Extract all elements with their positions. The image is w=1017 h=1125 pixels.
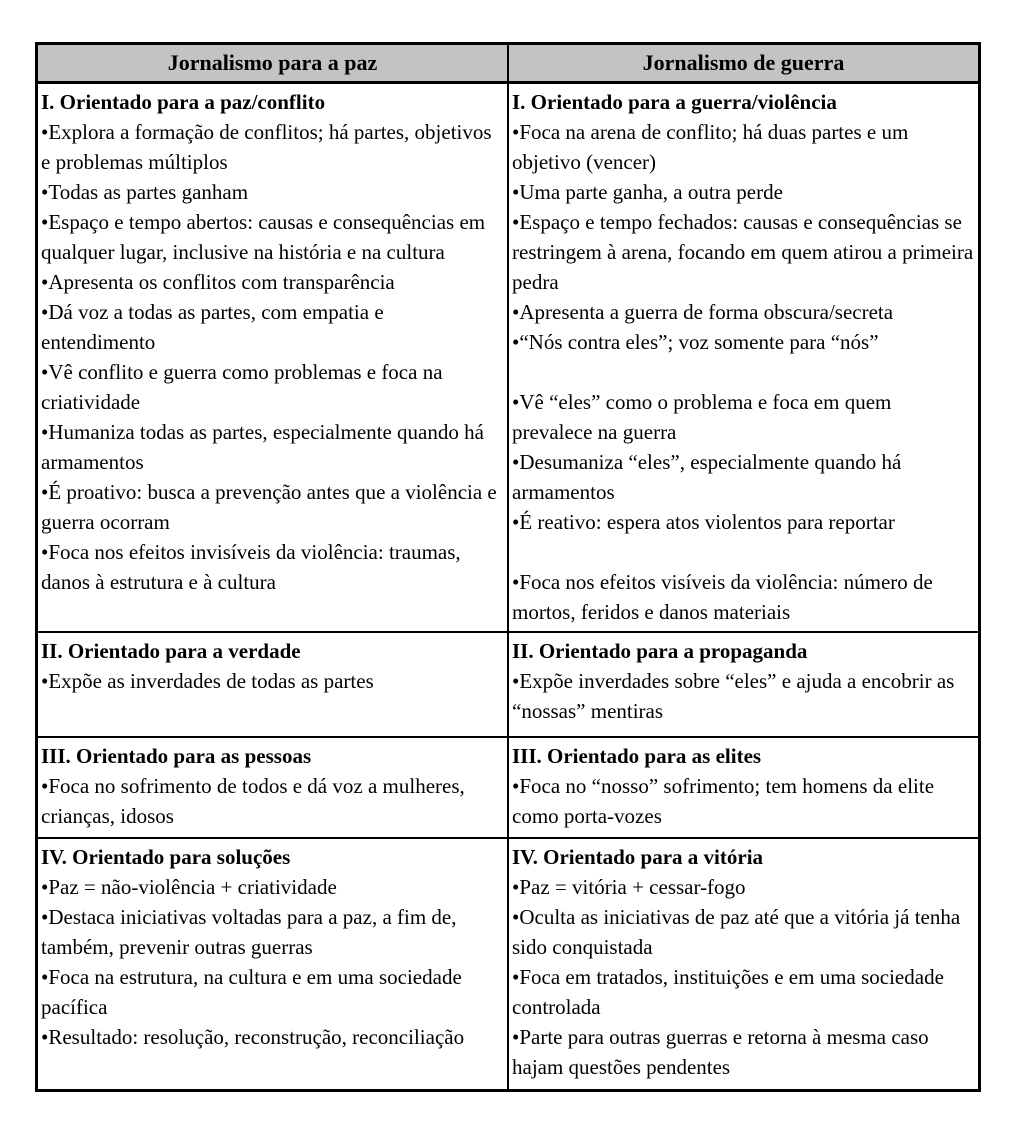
- section-cell-right: [508, 632, 980, 737]
- bullet-item: • Vê “eles” como o problema e foca em quem prevalece na guerra: [512, 387, 974, 447]
- section-cell-right: [508, 838, 980, 1091]
- section-row: [37, 83, 980, 633]
- bullet-item: • Espaço e tempo abertos: causas e consequências em qualquer lugar, inclusive na história e na cultura: [41, 207, 503, 267]
- bullet-item: • Foca em tratados, instituições e em uma sociedade controlada: [512, 962, 974, 1022]
- bullet-item: • Paz = vitória + cessar-fogo: [512, 872, 974, 902]
- section-row: [37, 737, 980, 838]
- section-title: I. Orientado para a paz/conflito: [41, 90, 326, 114]
- column-header-war-journalism: Jornalismo de guerra: [508, 44, 980, 83]
- bullet-item: • Explora a formação de conflitos; há partes, objetivos e problemas múltiplos: [41, 117, 503, 177]
- section-title: II. Orientado para a verdade: [41, 639, 301, 663]
- section-cell-right: [508, 737, 980, 838]
- bullet-item: • Espaço e tempo fechados: causas e consequências se restringem à arena, focando em quem atirou a primeira pedra: [512, 207, 974, 297]
- bullet-item: • Oculta as iniciativas de paz até que a vitória já tenha sido conquistada: [512, 902, 974, 962]
- bullet-item: • É proativo: busca a prevenção antes que a violência e guerra ocorram: [41, 477, 503, 537]
- bullet-item: • Foca na estrutura, na cultura e em uma sociedade pacífica: [41, 962, 503, 1022]
- section-title: III. Orientado para as elites: [512, 744, 762, 768]
- section-row: [37, 838, 980, 1091]
- bullet-item: • Humaniza todas as partes, especialmente quando há armamentos: [41, 417, 503, 477]
- section-title: IV. Orientado para soluções: [41, 845, 291, 869]
- section-title: III. Orientado para as pessoas: [41, 744, 312, 768]
- bullet-item: • Expõe as inverdades de todas as partes: [41, 666, 503, 696]
- bullet-item: • Foca na arena de conflito; há duas partes e um objetivo (vencer): [512, 117, 974, 177]
- column-header-peace-journalism: Jornalismo para a paz: [37, 44, 509, 83]
- section-title: I. Orientado para a guerra/violência: [512, 90, 837, 114]
- table-header: [37, 44, 980, 83]
- comparison-table: [35, 42, 981, 1092]
- bullet-item: • Dá voz a todas as partes, com empatia e entendimento: [41, 297, 503, 357]
- table-body: [37, 83, 980, 1091]
- section-title: II. Orientado para a propaganda: [512, 639, 808, 663]
- bullet-item: • Foca no “nosso” sofrimento; tem homens da elite como porta-vozes: [512, 771, 974, 831]
- bullet-item: • Foca no sofrimento de todos e dá voz a mulheres, crianças, idosos: [41, 771, 503, 831]
- bullet-item: • Destaca iniciativas voltadas para a paz, a fim de, também, prevenir outras guerras: [41, 902, 503, 962]
- bullet-item: • Desumaniza “eles”, especialmente quando há armamentos: [512, 447, 974, 507]
- bullet-item: • Apresenta os conflitos com transparência: [41, 267, 503, 297]
- section-row: [37, 632, 980, 737]
- section-title: IV. Orientado para a vitória: [512, 845, 764, 869]
- bullet-item: • Todas as partes ganham: [41, 177, 503, 207]
- section-cell-left: [37, 838, 509, 1091]
- header-row: [37, 44, 980, 83]
- section-cell-left: [37, 83, 509, 633]
- bullet-item: • Expõe inverdades sobre “eles” e ajuda a encobrir as “nossas” mentiras: [512, 666, 974, 726]
- bullet-item: • Paz = não-violência + criatividade: [41, 872, 503, 902]
- section-cell-left: [37, 737, 509, 838]
- bullet-item: • Parte para outras guerras e retorna à mesma caso hajam questões pendentes: [512, 1022, 974, 1082]
- bullet-item: • Resultado: resolução, reconstrução, reconciliação: [41, 1022, 503, 1052]
- bullet-item: • É reativo: espera atos violentos para reportar: [512, 507, 974, 537]
- bullet-item: • “Nós contra eles”; voz somente para “nós”: [512, 327, 974, 357]
- bullet-item: • Vê conflito e guerra como problemas e foca na criatividade: [41, 357, 503, 417]
- line-gap: [512, 537, 974, 567]
- section-cell-right: [508, 83, 980, 633]
- bullet-item: • Foca nos efeitos visíveis da violência: número de mortos, feridos e danos materiais: [512, 567, 974, 627]
- line-gap: [512, 357, 974, 387]
- bullet-item: • Apresenta a guerra de forma obscura/secreta: [512, 297, 974, 327]
- section-cell-left: [37, 632, 509, 737]
- bullet-item: • Uma parte ganha, a outra perde: [512, 177, 974, 207]
- bullet-item: • Foca nos efeitos invisíveis da violência: traumas, danos à estrutura e à cultura: [41, 537, 503, 597]
